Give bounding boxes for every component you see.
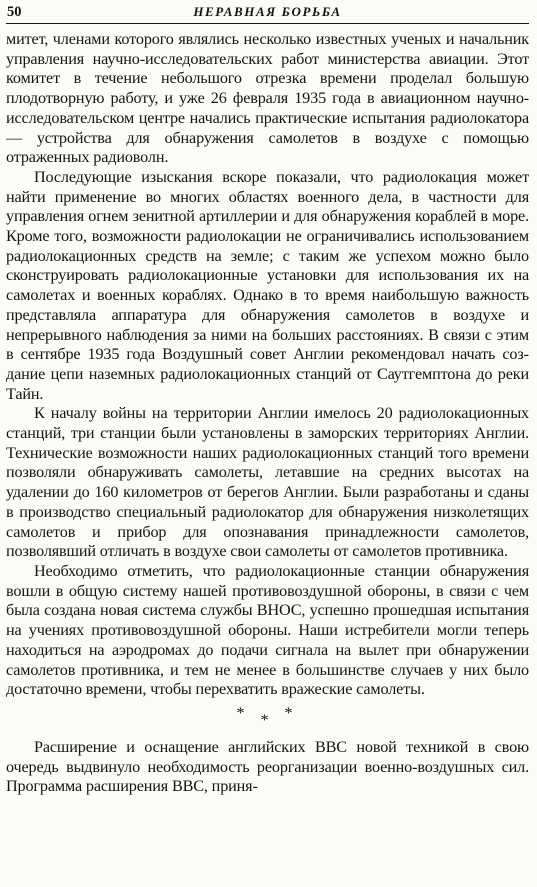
- paragraph-3: К началу войны на территории Англии имелось 20 радиолокационных станций, три станции были установлены в заморских территориях Англии. Технические возможности наших радиолокационных станций того времени позволяли обнаруживать самолеты, летавшие на средних высотах на удалении до 160 километров от берегов Англии. Были разработаны и сданы в производство специальный радиолокатор для обнаружения низколетящих самолетов и прибор для опознавания принадлежности самолетов, позволявший отличать в воздухе свои самолеты от самолетов противника.: [6, 404, 529, 561]
- section-separator: [6, 700, 529, 738]
- paragraph-4: Необходимо отметить, что радиолокационные станции обнаружения вошли в общую систему нашей противовоздушной обороны, в связи с чем была создана новая система службы ВНОС, успешно прошедшая испытания на учениях противовоздушной обороны. Наши истребители могли теперь находиться на аэродромах до подачи сигнала на вылет при обнаружении самолетов противника, и тем не менее в большинстве случаев у них было достаточно времени, чтобы перехватить вражеские самолеты.: [6, 561, 529, 699]
- paragraph-5: Расширение и оснащение английских ВВС новой техникой в свою очередь выдвинуло необходимость реорганизации военно-воздушных сил. Программа расширения ВВС, приня-: [6, 737, 529, 796]
- running-header: [6, 0, 529, 30]
- running-title: НЕРАВНАЯ БОРЬБА: [193, 4, 342, 19]
- paragraph-1: митет, членами которого являлись несколько известных ученых и начальник управления научно-исследовательских работ министерства авиации. Этот комитет в течение небольшого отрезка времени проделал большую плодотворную работу, и уже 26 февраля 1935 года в авиационном научно-исследовательском центре начались практические испытания радиолокатора — устройства для обнаружения самолетов в воздухе с помощью отраженных радиоволн.: [6, 30, 529, 167]
- header-rule: [6, 23, 529, 24]
- book-page: [6, 0, 529, 887]
- page-number: 50: [7, 4, 22, 20]
- paragraph-2: Последующие изыскания вскоре показали, что радиолокация может найти применение во многих областях военного дела, в частности для управления огнем зенитной артиллерии и для обнаружения кораблей в море. Кроме того, возможности радиолокации не ограничивались использованием радиолокационных средств на земле; с таким же успехом можно было сконструировать радиолокационные установки для использования их на самолетах и военных кораблях. Однако в то время наибольшую важность представляла аппаратура для обнаружения самолетов в воздухе и непрерывного наблюдения за ними на больших расстояниях. В связи с этим в сентябре 1935 года Воздушный совет Англии рекомендовал начать создание цепи наземных радиолокационных станций от Саутгемптона до реки Тайн.: [6, 167, 529, 403]
- separator-star-right: *: [284, 704, 299, 722]
- body-text: [6, 30, 529, 797]
- separator-star-left: *: [236, 704, 251, 722]
- separator-star-center: *: [260, 711, 275, 729]
